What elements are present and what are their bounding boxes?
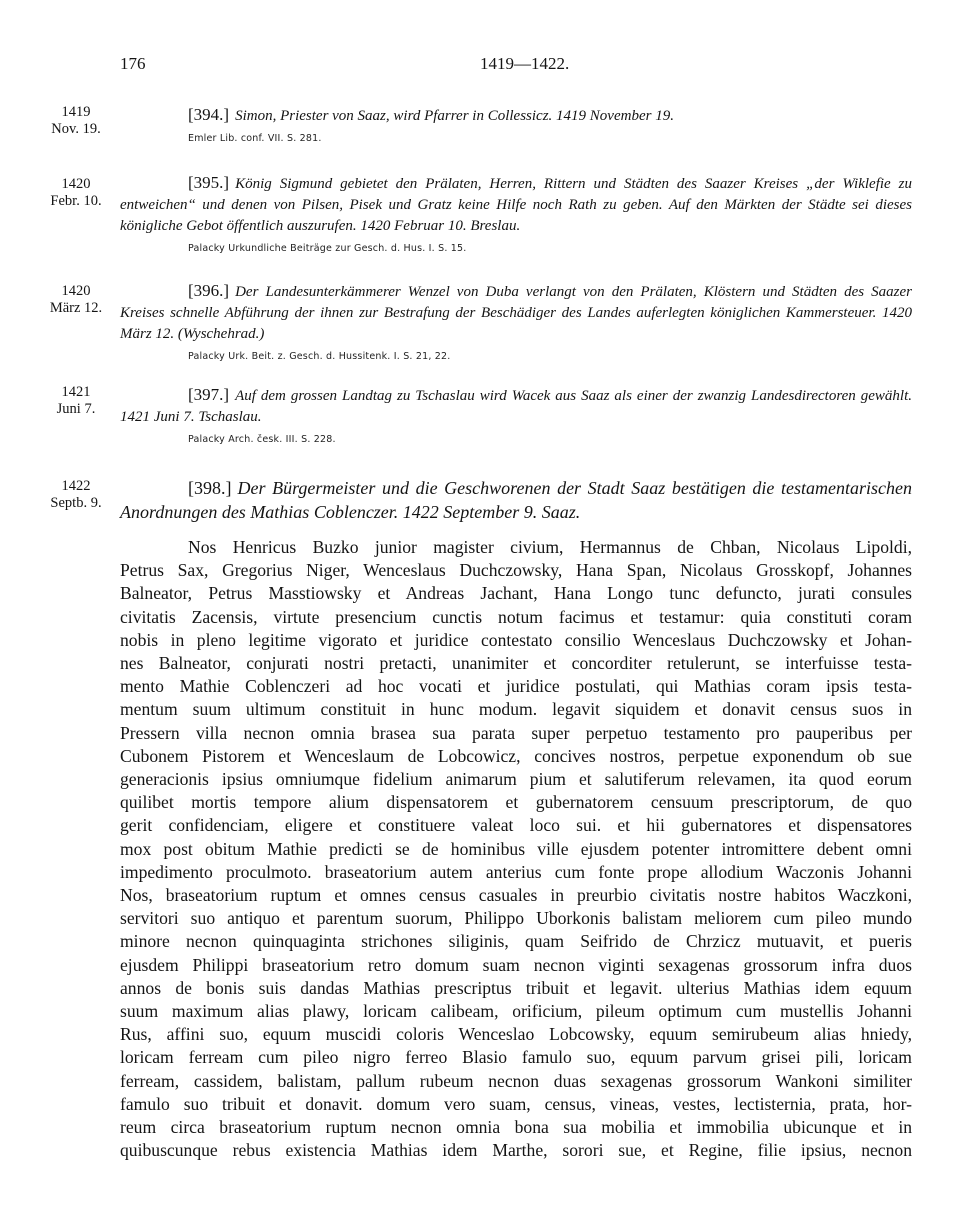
charter-line: Petrus Sax, Gregorius Niger, Wenceslaus Duchczowsky, Hana Span, Nicolaus Grosskopf, Johannes xyxy=(120,560,912,581)
running-head xyxy=(120,54,912,78)
charter-line: servitori suo antiquo et parentum suorum, Philippo Uborkonis balistam meliorem cum pileo mundo xyxy=(120,908,912,929)
regest-text: Simon, Priester von Saaz, wird Pfarrer in Collessicz. 1419 November 19. xyxy=(235,108,674,124)
charter-line: mento Mathie Coblenczeri ad hoc vocati et juridice postulati, qui Mathias coram ipsis testa- xyxy=(120,676,912,697)
margin-date-year: 1420 xyxy=(61,283,91,299)
regest-heading xyxy=(120,384,912,428)
margin-date-day: Septb. 9. xyxy=(50,495,102,511)
charter-line: loricam ferream cum pileo nigro ferreo Blasio famulo suo, equum parvum grisei pili, loricam xyxy=(120,1047,912,1068)
margin-date-year: 1419 xyxy=(61,104,91,120)
margin-date-year: 1421 xyxy=(61,384,91,400)
charter-line: Pressern villa necnon omnia brasea sua parata super perpetuo testamento pro pauperibus per xyxy=(120,722,912,743)
charter-line: Nos Henricus Buzko junior magister civium, Hermannus de Chban, Nicolaus Lipoldi, xyxy=(188,537,912,557)
charter-line: generacionis ipsius omniumque fidelium animarum pium et salutiferum relevamen, ita quod eorum xyxy=(120,769,912,790)
source-citation: Palacky Urk. Beit. z. Gesch. d. Hussitenk. I. S. 21, 22. xyxy=(188,351,451,362)
charter-line: Balneator, Petrus Masstiowsky et Andreas Jachant, Hana Longo tunc defuncto, jurati consules xyxy=(120,583,912,604)
charter-line: nobis in pleno legitime vigorato et juridice contestato consilio Wenceslaus Duchczowsky et Johan- xyxy=(120,629,912,650)
charter-line: ferream, cassidem, balistam, pallum rubeum necnon duas sexagenas grossorum Wankoni similiter xyxy=(120,1070,912,1091)
margin-date-395 xyxy=(30,176,122,210)
source-citation: Emler Lib. conf. VII. S. 281. xyxy=(188,133,322,144)
charter-line: mentum suum ultimum constituit in hunc modum. legavit siquidem et donavit census suos in xyxy=(120,699,912,720)
charter-line: quibuscunque rebus existencia Mathias idem Marthe, sorori sue, et Regine, filie ipsius, necnon xyxy=(120,1140,912,1161)
charter-line: reum circa braseatorium ruptum necnon omnia bona sua mobilia et immobilia ubicunque et in xyxy=(120,1117,912,1138)
regest-entry-395 xyxy=(120,172,912,254)
margin-date-day: Febr. 10. xyxy=(50,193,102,209)
running-head-years: 1419—1422. xyxy=(480,54,570,73)
charter-line: quilibet mortis tempore alium dispensatorem et gubernatorem censuum prescriptorum, de quo xyxy=(120,792,912,813)
margin-date-year: 1422 xyxy=(61,478,91,494)
regest-entry-397 xyxy=(120,384,912,445)
source-citation: Palacky Urkundliche Beiträge zur Gesch. d. Hus. I. S. 15. xyxy=(188,243,467,254)
charter-line: gerit confidenciam, eligere et constituere valeat loco sui. et hii gubernatores et dispensatores xyxy=(120,815,912,836)
charter-line: mox post obitum Mathie predicti se de hominibus ville ejusdem potenter intromittere debent omni xyxy=(120,838,912,859)
regest-text: Der Landesunterkämmerer Wenzel von Duba verlangt von den Prälaten, Klöstern und Städten des Saazer Kreises schnelle Abführung der ihnen zur Bestrafung der Beschädiger des Landes auferlegten königlichen Kammersteuer. 1420 März 12. (Wyschehrad.) xyxy=(120,284,912,342)
regest-text: König Sigmund gebietet den Prälaten, Herren, Rittern und Städten des Saazer Kreises „der Wiklefie zu entweichen“ und denen von Pilsen, Pisek und Gratz keine Hilfe noch Rath zu geben. Auf den Märkten der Städte sei dieses königliche Gebot öffentlich auszurufen. 1420 Februar 10. Breslau. xyxy=(120,176,912,234)
regest-number: [394.] xyxy=(188,105,230,124)
charter-line: Rus, affini suo, equum muscidi coloris Wenceslao Lobcowsky, equum semirubeum alias hniedy, xyxy=(120,1024,912,1045)
margin-date-398 xyxy=(30,478,122,512)
charter-line: impedimento proculmoto. braseatorium autem anterius cum fonte prope allodium Waczonis Johanni xyxy=(120,861,912,882)
page-number: 176 xyxy=(120,54,146,73)
margin-date-394 xyxy=(30,104,122,138)
regest-number: [395.] xyxy=(188,173,230,192)
regest-number: [396.] xyxy=(188,281,230,300)
margin-date-day: Juni 7. xyxy=(56,401,96,417)
charter-body xyxy=(120,536,912,1162)
margin-date-day: Nov. 19. xyxy=(51,121,101,137)
margin-date-396 xyxy=(30,283,122,317)
regest-number: [397.] xyxy=(188,385,230,404)
charter-line: Cubonem Pistorem et Wenceslaum de Lobcowicz, concives nostros, perpetue exponendum ob sue xyxy=(120,745,912,766)
charter-line: nes Balneator, conjurati nostri pretacti, unanimiter et concorditer retulerunt, se interfuisse testa- xyxy=(120,653,912,674)
charter-line: minore necnon quinquaginta strichones siliginis, quam Seifrido de Chrzicz mutuavit, et pueris xyxy=(120,931,912,952)
regest-text: Der Bürgermeister und die Geschworenen der Stadt Saaz bestätigen die testamentarischen Anordnungen des Mathias Coblenczer. 1422 September 9. Saaz. xyxy=(120,478,912,522)
charter-line: Nos, braseatorium ruptum et omnes census casuales in preurbio civitatis nostre habitos Waczkoni, xyxy=(120,885,912,906)
charter-line: famulo suo tribuit et donavit. domum vero suam, census, vineas, vestes, lectisternia, prata, hor- xyxy=(120,1093,912,1114)
margin-date-397 xyxy=(30,384,122,418)
regest-heading xyxy=(120,280,912,345)
regest-heading xyxy=(120,172,912,237)
charter-line: suum maximum alias plawy, loricam calibeam, orificium, pileum optimum cum mustellis Johanni xyxy=(120,1001,912,1022)
regest-entry-394 xyxy=(120,104,912,144)
charter-line: annos de bonis suis dandas Mathias prescriptus tribuit et legavit. ulterius Mathias idem equum xyxy=(120,977,912,998)
margin-date-year: 1420 xyxy=(61,176,91,192)
regest-number: [398.] xyxy=(188,478,232,498)
source-citation: Palacky Arch. česk. III. S. 228. xyxy=(188,434,336,445)
regest-heading xyxy=(120,476,912,524)
regest-entry-396 xyxy=(120,280,912,362)
regest-text: Auf dem grossen Landtag zu Tschaslau wird Wacek aus Saaz als einer der zwanzig Landesdirectoren gewählt. 1421 Juni 7. Tschaslau. xyxy=(120,388,912,425)
charter-line: civitatis Zacensis, virtute presencium cunctis notum facimus et testamur: quia constituti coram xyxy=(120,606,912,627)
margin-date-day: März 12. xyxy=(49,300,103,316)
charter-line: ejusdem Philippi braseatorium retro domum suam necnon viginti sexagenas grossorum infra duos xyxy=(120,954,912,975)
regest-heading xyxy=(120,104,912,127)
regest-entry-398 xyxy=(120,476,912,524)
